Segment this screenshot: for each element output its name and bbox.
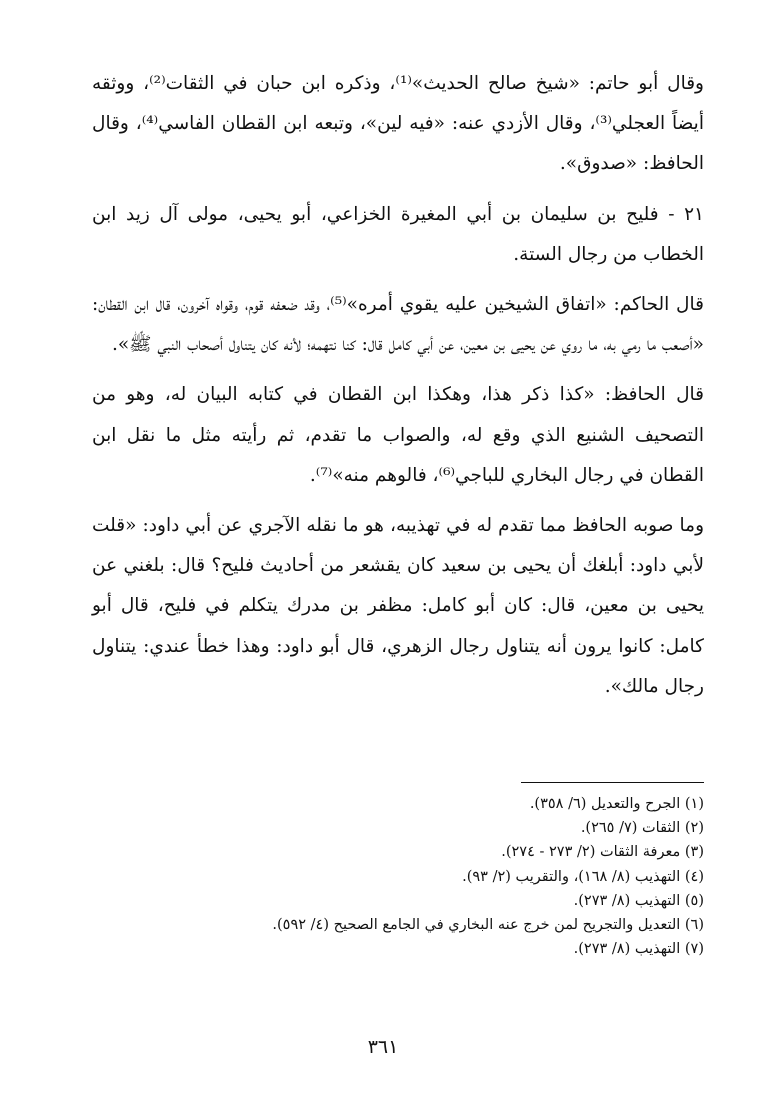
paragraph-al-ajurri: وما صوبه الحافظ مما تقدم له في تهذيبه، هو ما نقله الآجري عن أبي داود: «قلت لأبي داود: أبلغك أن يحيى بن سعيد كان يقشعر من أحاديث فليح؟ قال: بلغني عن يحيى بن معين، قال: كان أبو كامل: مظفر بن مدرك يتكلم في فليح، قال أبو كامل: كانوا يرون أنه يتناول رجال الزهري، قال أبو داود: وهذا خطأ عندي: يتناول رجال مالك». [92, 515, 704, 697]
page-number: ٣٦١ [367, 1036, 399, 1058]
paragraph-entry-21-fulayh: ٢١ - فليح بن سليمان بن أبي المغيرة الخزاعي، أبو يحيى، مولى آل زيد ابن الخطاب من رجال الستة. [92, 203, 704, 265]
paragraph-abu-hatim: وقال أبو حاتم: «شيخ صالح الحديث»⁽¹⁾، وذكره ابن حبان في الثقات⁽²⁾، ووثقه أيضاً العجلي⁽³⁾، وقال الأزدي عنه: «فيه لين»، وتبعه ابن القطان الفاسي⁽⁴⁾، وقال الحافظ: «صدوق». [92, 73, 704, 175]
footnote-1: (١) الجرح والتعديل (٦/ ٣٥٨). [529, 796, 704, 812]
footnote-3: (٣) معرفة الثقات (٢/ ٢٧٣ - ٢٧٤). [501, 844, 704, 861]
footnote-5: (٥) التهذيب (٨/ ٢٧٣). [573, 892, 704, 909]
footnote-2: (٢) الثقات (٧/ ٢٦٥). [580, 820, 704, 837]
paragraph-al-hafiz: قال الحافظ: «كذا ذكر هذا، وهكذا ابن القطان في كتابه البيان له، وهو من التصحيف الشنيع الذي وقع له، والصواب ما تقدم، ثم رأيته مثل ما نقل ابن القطان في رجال البخاري للباجي⁽⁶⁾، فالوهم منه»⁽⁷⁾. [92, 384, 704, 486]
footnote-7: (٧) التهذيب (٨/ ٢٧٣). [573, 941, 704, 958]
footnote-divider [521, 782, 704, 783]
footnote-4: (٤) التهذيب (٨/ ١٦٨)، والتقريب (٢/ ٩٣). [462, 868, 704, 885]
main-text [92, 64, 704, 717]
footnotes [144, 792, 704, 961]
paragraph-al-hakim: قال الحاكم: «اتفاق الشيخين عليه يقوي أمره»⁽⁵⁾، وقد ضعفه قوم، وقواه آخرون، قال ابن القطان: «أصعب ما رمي به، ما روي عن يحيى بن معين، عن أبي كامل قال: كنا نتهمه؛ لأنه كان يتناول أصحاب النبي ﷺ». [92, 294, 704, 356]
footnote-6: (٦) التعديل والتجريح لمن خرج عنه البخاري في الجامع الصحيح (٤/ ٥٩٢). [272, 917, 704, 934]
